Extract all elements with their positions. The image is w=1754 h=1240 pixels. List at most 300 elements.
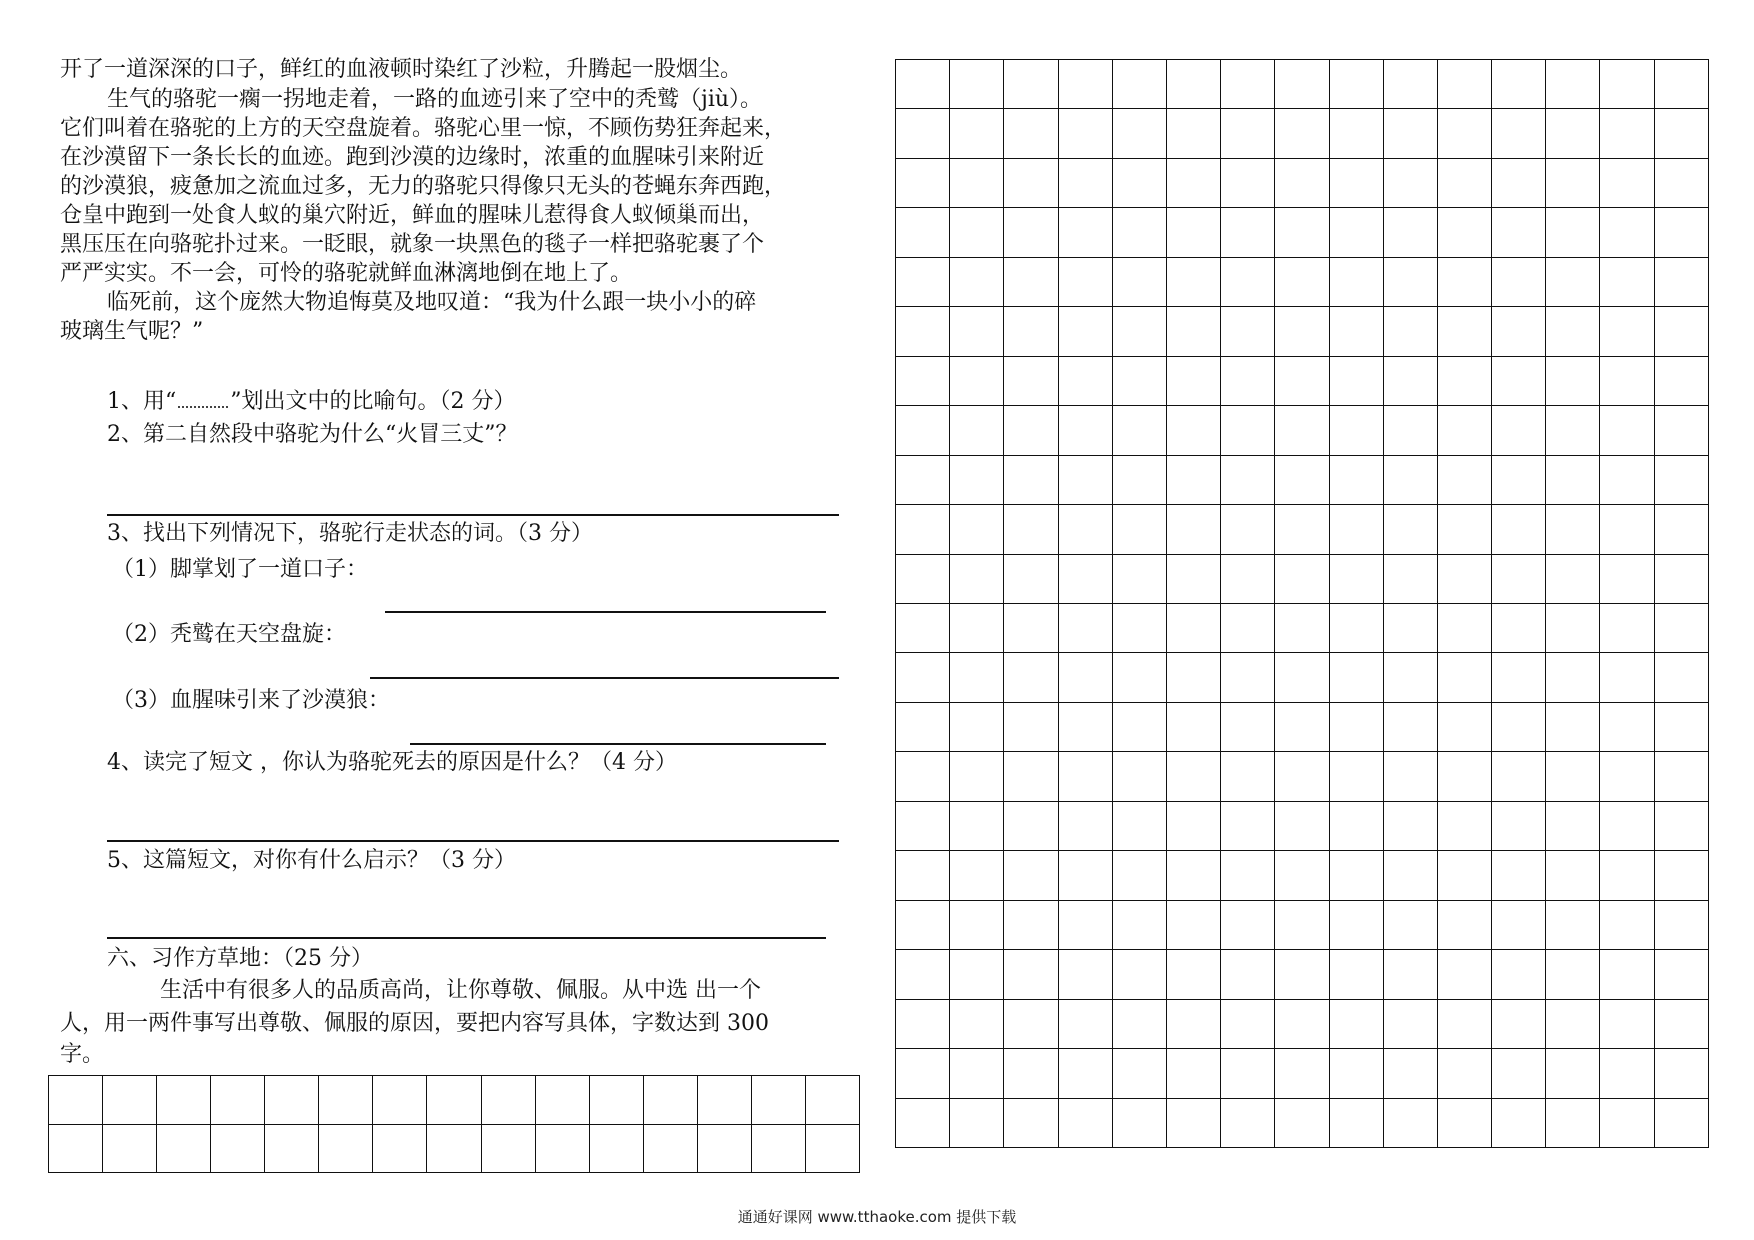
grid-cell[interactable] — [1383, 1049, 1437, 1098]
grid-cell[interactable] — [1383, 801, 1437, 850]
grid-cell[interactable] — [1383, 208, 1437, 257]
grid-cell[interactable] — [1546, 851, 1600, 900]
grid-cell[interactable] — [896, 801, 950, 850]
grid-cell[interactable] — [1166, 752, 1220, 801]
grid-cell[interactable] — [896, 1098, 950, 1147]
grid-cell[interactable] — [535, 1124, 589, 1173]
grid-cell[interactable] — [1546, 1098, 1600, 1147]
grid-cell[interactable] — [1437, 752, 1491, 801]
grid-cell[interactable] — [1492, 208, 1546, 257]
grid-cell[interactable] — [950, 307, 1004, 356]
grid-cell[interactable] — [1329, 554, 1383, 603]
grid-cell[interactable] — [1329, 60, 1383, 109]
grid-cell[interactable] — [1166, 307, 1220, 356]
grid-cell[interactable] — [535, 1076, 589, 1125]
grid-cell[interactable] — [1058, 208, 1112, 257]
grid-cell[interactable] — [1166, 505, 1220, 554]
grid-cell[interactable] — [1004, 505, 1058, 554]
grid-cell[interactable] — [1329, 999, 1383, 1048]
grid-cell[interactable] — [1383, 1098, 1437, 1147]
grid-cell[interactable] — [103, 1076, 157, 1125]
grid-cell[interactable] — [1383, 158, 1437, 207]
grid-cell[interactable] — [1166, 1098, 1220, 1147]
grid-cell[interactable] — [1275, 307, 1329, 356]
grid-cell[interactable] — [1492, 900, 1546, 949]
grid-cell[interactable] — [950, 1098, 1004, 1147]
grid-cell[interactable] — [211, 1124, 265, 1173]
grid-cell[interactable] — [1437, 554, 1491, 603]
grid-cell[interactable] — [265, 1124, 319, 1173]
grid-cell[interactable] — [1383, 653, 1437, 702]
grid-cell[interactable] — [896, 752, 950, 801]
grid-cell[interactable] — [1004, 60, 1058, 109]
grid-cell[interactable] — [1112, 554, 1166, 603]
answer-line-q3-1[interactable] — [385, 611, 826, 613]
grid-cell[interactable] — [1383, 356, 1437, 405]
grid-cell[interactable] — [1546, 653, 1600, 702]
grid-cell[interactable] — [950, 60, 1004, 109]
grid-cell[interactable] — [1383, 406, 1437, 455]
grid-cell[interactable] — [896, 455, 950, 504]
answer-line-q2[interactable] — [107, 514, 839, 516]
grid-cell[interactable] — [1112, 356, 1166, 405]
grid-cell[interactable] — [1275, 356, 1329, 405]
grid-cell[interactable] — [1275, 702, 1329, 751]
grid-cell[interactable] — [697, 1076, 751, 1125]
grid-cell[interactable] — [950, 801, 1004, 850]
grid-cell[interactable] — [1004, 455, 1058, 504]
grid-cell[interactable] — [1437, 208, 1491, 257]
grid-cell[interactable] — [1004, 356, 1058, 405]
grid-cell[interactable] — [1654, 257, 1708, 306]
grid-cell[interactable] — [1058, 505, 1112, 554]
grid-cell[interactable] — [1166, 406, 1220, 455]
grid-cell[interactable] — [950, 406, 1004, 455]
grid-cell[interactable] — [1275, 505, 1329, 554]
grid-cell[interactable] — [1004, 554, 1058, 603]
grid-cell[interactable] — [481, 1076, 535, 1125]
grid-cell[interactable] — [1275, 554, 1329, 603]
grid-cell[interactable] — [1329, 257, 1383, 306]
grid-cell[interactable] — [1437, 999, 1491, 1048]
grid-cell[interactable] — [1654, 851, 1708, 900]
grid-cell[interactable] — [1221, 653, 1275, 702]
grid-cell[interactable] — [1221, 554, 1275, 603]
grid-cell[interactable] — [319, 1076, 373, 1125]
grid-cell[interactable] — [1275, 603, 1329, 652]
grid-cell[interactable] — [1058, 752, 1112, 801]
grid-cell[interactable] — [896, 653, 950, 702]
grid-cell[interactable] — [1275, 801, 1329, 850]
grid-cell[interactable] — [1329, 1049, 1383, 1098]
grid-cell[interactable] — [1275, 455, 1329, 504]
grid-cell[interactable] — [1221, 109, 1275, 158]
grid-cell[interactable] — [1329, 1098, 1383, 1147]
grid-cell[interactable] — [1600, 554, 1654, 603]
grid-cell[interactable] — [1166, 851, 1220, 900]
grid-cell[interactable] — [1275, 1049, 1329, 1098]
grid-cell[interactable] — [1437, 950, 1491, 999]
grid-cell[interactable] — [1329, 406, 1383, 455]
grid-cell[interactable] — [49, 1076, 103, 1125]
grid-cell[interactable] — [1383, 603, 1437, 652]
grid-cell[interactable] — [1654, 702, 1708, 751]
grid-cell[interactable] — [589, 1076, 643, 1125]
grid-cell[interactable] — [950, 950, 1004, 999]
grid-cell[interactable] — [1654, 603, 1708, 652]
grid-cell[interactable] — [1221, 257, 1275, 306]
grid-cell[interactable] — [1329, 307, 1383, 356]
grid-cell[interactable] — [1166, 603, 1220, 652]
grid-cell[interactable] — [1112, 801, 1166, 850]
grid-cell[interactable] — [1004, 158, 1058, 207]
grid-cell[interactable] — [1546, 257, 1600, 306]
answer-line-q5[interactable] — [107, 937, 826, 939]
grid-cell[interactable] — [1058, 702, 1112, 751]
grid-cell[interactable] — [1112, 702, 1166, 751]
grid-cell[interactable] — [950, 851, 1004, 900]
grid-cell[interactable] — [950, 109, 1004, 158]
grid-cell[interactable] — [1492, 505, 1546, 554]
grid-cell[interactable] — [1058, 950, 1112, 999]
grid-cell[interactable] — [1600, 1049, 1654, 1098]
grid-cell[interactable] — [1112, 851, 1166, 900]
grid-cell[interactable] — [1275, 653, 1329, 702]
grid-cell[interactable] — [373, 1076, 427, 1125]
grid-cell[interactable] — [1600, 158, 1654, 207]
grid-cell[interactable] — [950, 158, 1004, 207]
grid-cell[interactable] — [1654, 109, 1708, 158]
grid-cell[interactable] — [1112, 455, 1166, 504]
grid-cell[interactable] — [950, 752, 1004, 801]
grid-cell[interactable] — [896, 60, 950, 109]
grid-cell[interactable] — [1546, 950, 1600, 999]
grid-cell[interactable] — [1275, 60, 1329, 109]
grid-cell[interactable] — [1383, 455, 1437, 504]
grid-cell[interactable] — [1221, 406, 1275, 455]
grid-cell[interactable] — [1221, 603, 1275, 652]
grid-cell[interactable] — [1221, 356, 1275, 405]
grid-cell[interactable] — [1112, 60, 1166, 109]
grid-cell[interactable] — [427, 1076, 481, 1125]
grid-cell[interactable] — [1004, 307, 1058, 356]
grid-cell[interactable] — [49, 1124, 103, 1173]
grid-cell[interactable] — [1492, 158, 1546, 207]
grid-cell[interactable] — [1004, 208, 1058, 257]
grid-cell[interactable] — [1437, 60, 1491, 109]
grid-cell[interactable] — [1329, 950, 1383, 999]
grid-cell[interactable] — [896, 505, 950, 554]
grid-cell[interactable] — [1437, 406, 1491, 455]
grid-cell[interactable] — [1383, 900, 1437, 949]
grid-cell[interactable] — [1275, 1098, 1329, 1147]
grid-cell[interactable] — [157, 1124, 211, 1173]
grid-cell[interactable] — [1329, 851, 1383, 900]
grid-cell[interactable] — [1221, 307, 1275, 356]
grid-cell[interactable] — [805, 1124, 859, 1173]
grid-cell[interactable] — [950, 554, 1004, 603]
grid-cell[interactable] — [1166, 1049, 1220, 1098]
grid-cell[interactable] — [1166, 455, 1220, 504]
grid-cell[interactable] — [1600, 752, 1654, 801]
grid-cell[interactable] — [896, 257, 950, 306]
grid-cell[interactable] — [896, 851, 950, 900]
grid-cell[interactable] — [1058, 257, 1112, 306]
grid-cell[interactable] — [1546, 1049, 1600, 1098]
grid-cell[interactable] — [1275, 851, 1329, 900]
grid-cell[interactable] — [1546, 505, 1600, 554]
grid-cell[interactable] — [1600, 406, 1654, 455]
grid-cell[interactable] — [1112, 307, 1166, 356]
grid-cell[interactable] — [1166, 653, 1220, 702]
grid-cell[interactable] — [1166, 801, 1220, 850]
grid-cell[interactable] — [1112, 900, 1166, 949]
grid-cell[interactable] — [1492, 356, 1546, 405]
grid-cell[interactable] — [1654, 158, 1708, 207]
grid-cell[interactable] — [950, 653, 1004, 702]
grid-cell[interactable] — [1546, 455, 1600, 504]
grid-cell[interactable] — [1492, 752, 1546, 801]
grid-cell[interactable] — [896, 950, 950, 999]
grid-cell[interactable] — [1546, 900, 1600, 949]
grid-cell[interactable] — [1437, 455, 1491, 504]
grid-cell[interactable] — [1058, 999, 1112, 1048]
grid-cell[interactable] — [1600, 356, 1654, 405]
grid-cell[interactable] — [1437, 257, 1491, 306]
grid-cell[interactable] — [1275, 950, 1329, 999]
grid-cell[interactable] — [1546, 406, 1600, 455]
grid-cell[interactable] — [1492, 801, 1546, 850]
grid-cell[interactable] — [1221, 752, 1275, 801]
grid-cell[interactable] — [1112, 1098, 1166, 1147]
grid-cell[interactable] — [1600, 505, 1654, 554]
grid-cell[interactable] — [805, 1076, 859, 1125]
grid-cell[interactable] — [1437, 505, 1491, 554]
grid-cell[interactable] — [1112, 208, 1166, 257]
grid-cell[interactable] — [1383, 60, 1437, 109]
answer-line-q3-3[interactable] — [410, 743, 826, 745]
grid-cell[interactable] — [1600, 60, 1654, 109]
grid-cell[interactable] — [1275, 999, 1329, 1048]
grid-cell[interactable] — [157, 1076, 211, 1125]
grid-cell[interactable] — [1600, 208, 1654, 257]
grid-cell[interactable] — [1166, 208, 1220, 257]
grid-cell[interactable] — [1492, 554, 1546, 603]
grid-cell[interactable] — [1058, 653, 1112, 702]
grid-cell[interactable] — [1654, 1049, 1708, 1098]
grid-cell[interactable] — [1546, 752, 1600, 801]
grid-cell[interactable] — [1166, 900, 1220, 949]
grid-cell[interactable] — [950, 1049, 1004, 1098]
grid-cell[interactable] — [1546, 702, 1600, 751]
grid-cell[interactable] — [1275, 406, 1329, 455]
grid-cell[interactable] — [1058, 356, 1112, 405]
grid-cell[interactable] — [896, 109, 950, 158]
grid-cell[interactable] — [1492, 406, 1546, 455]
grid-cell[interactable] — [1329, 208, 1383, 257]
grid-cell[interactable] — [1437, 801, 1491, 850]
grid-cell[interactable] — [1166, 999, 1220, 1048]
grid-cell[interactable] — [1112, 752, 1166, 801]
grid-cell[interactable] — [1437, 900, 1491, 949]
grid-cell[interactable] — [1546, 208, 1600, 257]
grid-cell[interactable] — [1383, 950, 1437, 999]
grid-cell[interactable] — [1600, 109, 1654, 158]
grid-cell[interactable] — [950, 505, 1004, 554]
grid-cell[interactable] — [1492, 950, 1546, 999]
grid-cell[interactable] — [1004, 950, 1058, 999]
grid-cell[interactable] — [1600, 653, 1654, 702]
grid-cell[interactable] — [1004, 109, 1058, 158]
grid-cell[interactable] — [1492, 999, 1546, 1048]
grid-cell[interactable] — [950, 208, 1004, 257]
grid-cell[interactable] — [1275, 900, 1329, 949]
grid-cell[interactable] — [1654, 455, 1708, 504]
grid-cell[interactable] — [1492, 702, 1546, 751]
grid-cell[interactable] — [1329, 109, 1383, 158]
grid-cell[interactable] — [697, 1124, 751, 1173]
grid-cell[interactable] — [1058, 1049, 1112, 1098]
grid-cell[interactable] — [1383, 257, 1437, 306]
grid-cell[interactable] — [1546, 60, 1600, 109]
grid-cell[interactable] — [1004, 999, 1058, 1048]
grid-cell[interactable] — [1004, 653, 1058, 702]
grid-cell[interactable] — [1221, 702, 1275, 751]
grid-cell[interactable] — [1437, 603, 1491, 652]
grid-cell[interactable] — [1546, 603, 1600, 652]
grid-cell[interactable] — [1112, 950, 1166, 999]
grid-cell[interactable] — [1112, 257, 1166, 306]
grid-cell[interactable] — [1383, 752, 1437, 801]
grid-cell[interactable] — [1221, 158, 1275, 207]
grid-cell[interactable] — [1546, 554, 1600, 603]
grid-cell[interactable] — [1221, 1098, 1275, 1147]
grid-cell[interactable] — [1383, 109, 1437, 158]
grid-cell[interactable] — [1329, 158, 1383, 207]
grid-cell[interactable] — [1058, 406, 1112, 455]
grid-cell[interactable] — [1058, 851, 1112, 900]
grid-cell[interactable] — [1492, 1049, 1546, 1098]
grid-cell[interactable] — [1221, 950, 1275, 999]
grid-cell[interactable] — [1600, 702, 1654, 751]
grid-cell[interactable] — [1221, 851, 1275, 900]
grid-cell[interactable] — [1546, 109, 1600, 158]
grid-cell[interactable] — [1166, 554, 1220, 603]
grid-cell[interactable] — [896, 554, 950, 603]
grid-cell[interactable] — [1166, 158, 1220, 207]
grid-cell[interactable] — [1383, 505, 1437, 554]
answer-line-q4[interactable] — [107, 840, 839, 842]
grid-cell[interactable] — [1546, 307, 1600, 356]
grid-cell[interactable] — [950, 257, 1004, 306]
grid-cell[interactable] — [1058, 554, 1112, 603]
grid-cell[interactable] — [1004, 702, 1058, 751]
grid-cell[interactable] — [1166, 356, 1220, 405]
grid-cell[interactable] — [1600, 257, 1654, 306]
grid-cell[interactable] — [950, 702, 1004, 751]
grid-cell[interactable] — [1437, 307, 1491, 356]
grid-cell[interactable] — [1492, 653, 1546, 702]
grid-cell[interactable] — [1654, 208, 1708, 257]
grid-cell[interactable] — [1600, 307, 1654, 356]
grid-cell[interactable] — [950, 900, 1004, 949]
grid-cell[interactable] — [1329, 455, 1383, 504]
grid-cell[interactable] — [1166, 60, 1220, 109]
grid-cell[interactable] — [1546, 356, 1600, 405]
grid-cell[interactable] — [589, 1124, 643, 1173]
answer-line-q3-2[interactable] — [370, 677, 839, 679]
grid-cell[interactable] — [1383, 702, 1437, 751]
grid-cell[interactable] — [1221, 60, 1275, 109]
grid-cell[interactable] — [1166, 950, 1220, 999]
grid-cell[interactable] — [1166, 702, 1220, 751]
grid-cell[interactable] — [103, 1124, 157, 1173]
grid-cell[interactable] — [1004, 851, 1058, 900]
grid-cell[interactable] — [1654, 356, 1708, 405]
grid-cell[interactable] — [1058, 455, 1112, 504]
grid-cell[interactable] — [1654, 554, 1708, 603]
grid-cell[interactable] — [950, 603, 1004, 652]
grid-cell[interactable] — [896, 158, 950, 207]
grid-cell[interactable] — [1004, 900, 1058, 949]
grid-cell[interactable] — [1221, 505, 1275, 554]
grid-cell[interactable] — [1546, 801, 1600, 850]
grid-cell[interactable] — [1058, 307, 1112, 356]
grid-cell[interactable] — [1058, 109, 1112, 158]
grid-cell[interactable] — [1600, 603, 1654, 652]
grid-cell[interactable] — [1492, 1098, 1546, 1147]
grid-cell[interactable] — [1600, 900, 1654, 949]
grid-cell[interactable] — [1437, 356, 1491, 405]
grid-cell[interactable] — [643, 1124, 697, 1173]
grid-cell[interactable] — [896, 702, 950, 751]
grid-cell[interactable] — [1058, 1098, 1112, 1147]
grid-cell[interactable] — [1437, 1098, 1491, 1147]
grid-cell[interactable] — [1221, 801, 1275, 850]
grid-cell[interactable] — [1221, 999, 1275, 1048]
grid-cell[interactable] — [643, 1076, 697, 1125]
grid-cell[interactable] — [427, 1124, 481, 1173]
grid-cell[interactable] — [1112, 505, 1166, 554]
grid-cell[interactable] — [1221, 900, 1275, 949]
grid-cell[interactable] — [1492, 455, 1546, 504]
grid-cell[interactable] — [896, 208, 950, 257]
grid-cell[interactable] — [1166, 257, 1220, 306]
grid-cell[interactable] — [1437, 1049, 1491, 1098]
grid-cell[interactable] — [950, 455, 1004, 504]
grid-cell[interactable] — [1383, 307, 1437, 356]
grid-cell[interactable] — [1654, 60, 1708, 109]
grid-cell[interactable] — [481, 1124, 535, 1173]
grid-cell[interactable] — [1600, 999, 1654, 1048]
grid-cell[interactable] — [1329, 900, 1383, 949]
grid-cell[interactable] — [950, 356, 1004, 405]
grid-cell[interactable] — [1058, 603, 1112, 652]
grid-cell[interactable] — [1492, 257, 1546, 306]
grid-cell[interactable] — [1654, 307, 1708, 356]
grid-cell[interactable] — [1004, 406, 1058, 455]
grid-cell[interactable] — [896, 307, 950, 356]
grid-cell[interactable] — [1329, 801, 1383, 850]
grid-cell[interactable] — [1654, 653, 1708, 702]
grid-cell[interactable] — [1221, 455, 1275, 504]
grid-cell[interactable] — [896, 1049, 950, 1098]
grid-cell[interactable] — [1112, 653, 1166, 702]
grid-cell[interactable] — [1492, 307, 1546, 356]
grid-cell[interactable] — [1166, 109, 1220, 158]
grid-cell[interactable] — [1112, 158, 1166, 207]
grid-cell[interactable] — [1329, 752, 1383, 801]
